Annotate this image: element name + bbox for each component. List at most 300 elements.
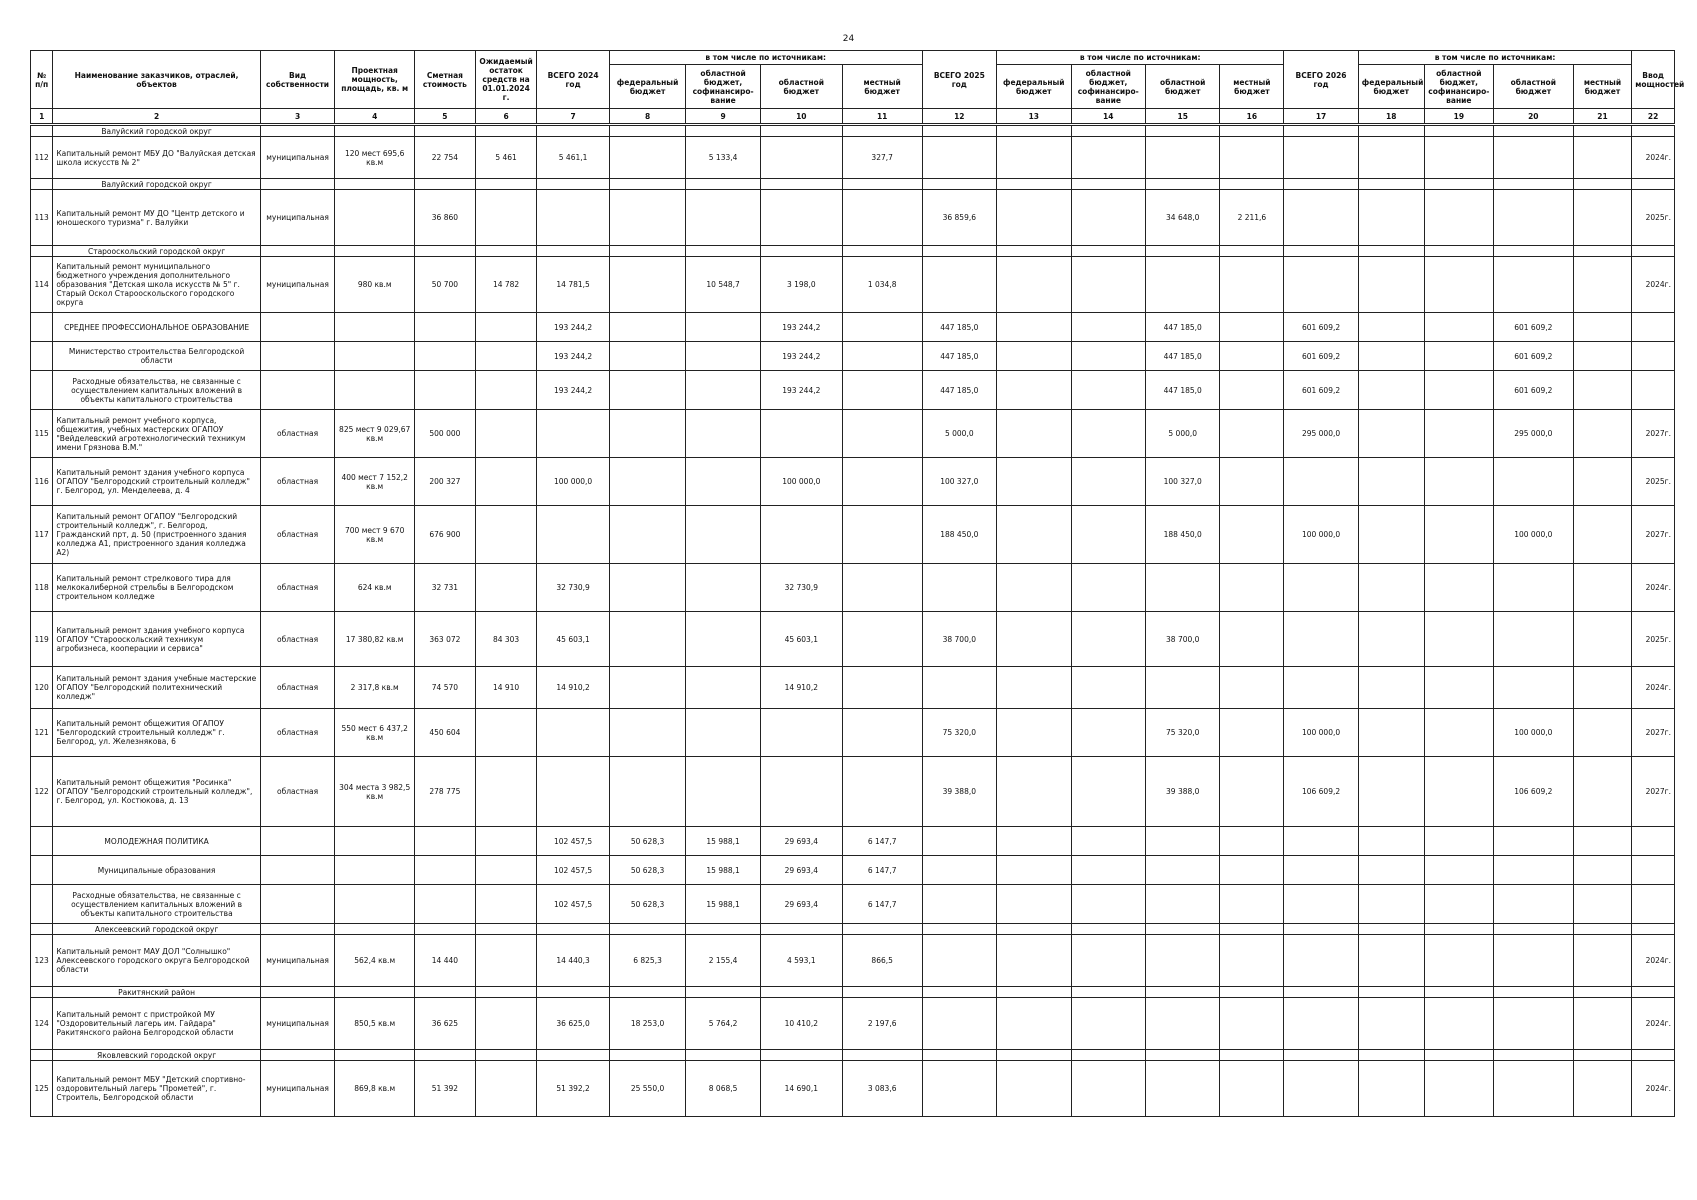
amount-cell [1424,190,1493,246]
row-number: 121 [31,709,53,757]
empty-cell [335,827,415,856]
row-number: 113 [31,190,53,246]
amount-cell [1573,1061,1632,1117]
commission-year: 2024г. [1632,257,1675,313]
empty-cell [686,125,760,137]
column-number: 3 [260,109,334,125]
row-number: 119 [31,612,53,667]
header-ownership: Вид собственности [260,51,334,109]
amount-cell [1284,612,1358,667]
remainder-cell: 14 910 [475,667,537,709]
empty-cell [842,987,922,998]
object-name: Капитальный ремонт учебного корпуса, общежития, учебных мастерских ОГАПОУ "Вейделевский агротехнологический техникум имени Грязнова В.М." [53,410,260,458]
empty-cell [31,179,53,190]
amount-cell: 102 457,5 [537,827,609,856]
amount-cell [686,458,760,506]
empty-cell [686,924,760,935]
amount-cell [997,137,1071,179]
amount-cell: 2 155,4 [686,935,760,987]
empty-cell [1145,125,1219,137]
amount-cell [922,137,996,179]
column-number: 14 [1071,109,1145,125]
amount-cell [842,564,922,612]
amount-cell [609,137,686,179]
amount-cell [1220,564,1284,612]
amount-cell [537,190,609,246]
amount-cell [1358,342,1424,371]
amount-cell: 50 628,3 [609,885,686,924]
empty-cell [997,246,1071,257]
amount-cell [922,1061,996,1117]
table-row [31,564,1675,612]
column-number: 22 [1632,109,1675,125]
empty-cell [1358,924,1424,935]
empty-cell [609,1050,686,1061]
empty-cell [335,342,415,371]
ownership-cell: областная [260,564,334,612]
amount-cell [1145,856,1219,885]
amount-cell [1220,458,1284,506]
empty-cell [31,371,53,410]
section-row [31,342,1675,371]
table-row [31,137,1675,179]
amount-cell [1358,458,1424,506]
amount-cell [842,458,922,506]
empty-cell [1493,1050,1573,1061]
empty-cell [475,179,537,190]
amount-cell: 601 609,2 [1493,313,1573,342]
column-number: 10 [760,109,842,125]
empty-cell [1358,179,1424,190]
amount-cell [842,709,922,757]
amount-cell [1424,371,1493,410]
empty-cell [1424,987,1493,998]
amount-cell [1358,564,1424,612]
region-name: Валуйский городской округ [53,125,260,137]
empty-cell [1632,371,1675,410]
column-number: 12 [922,109,996,125]
ownership-cell: областная [260,709,334,757]
amount-cell: 14 440,3 [537,935,609,987]
amount-cell [1493,885,1573,924]
amount-cell [1071,313,1145,342]
empty-cell [1071,125,1145,137]
amount-cell [922,564,996,612]
amount-cell: 5 000,0 [922,410,996,458]
column-number-row [31,109,1675,125]
empty-cell [1632,987,1675,998]
amount-cell [1071,856,1145,885]
object-name: Капитальный ремонт здания учебного корпуса ОГАПОУ "Старооскольский техникум агробизнеса, кооперации и сервиса" [53,612,260,667]
empty-cell [1632,827,1675,856]
amount-cell [1424,257,1493,313]
amount-cell [922,827,996,856]
column-number: 21 [1573,109,1632,125]
ownership-cell: муниципальная [260,1061,334,1117]
amount-cell: 5 000,0 [1145,410,1219,458]
amount-cell [1424,612,1493,667]
column-number: 7 [537,109,609,125]
header-sources-2024: в том числе по источникам: [609,51,922,65]
amount-cell: 447 185,0 [1145,313,1219,342]
amount-cell [1424,1061,1493,1117]
header-total-2025: ВСЕГО 2025 год [922,51,996,109]
amount-cell: 601 609,2 [1284,342,1358,371]
column-number: 6 [475,109,537,125]
amount-cell: 15 988,1 [686,885,760,924]
commission-year: 2025г. [1632,612,1675,667]
empty-cell [475,125,537,137]
empty-cell [1284,1050,1358,1061]
header-total-2024: ВСЕГО 2024 год [537,51,609,109]
region-row [31,987,1675,998]
amount-cell [1358,506,1424,564]
amount-cell [609,667,686,709]
empty-cell [760,246,842,257]
amount-cell [1424,885,1493,924]
amount-cell: 193 244,2 [760,342,842,371]
empty-cell [537,1050,609,1061]
commission-year: 2024г. [1632,935,1675,987]
column-number: 17 [1284,109,1358,125]
amount-cell [922,885,996,924]
amount-cell [842,342,922,371]
amount-cell [842,313,922,342]
amount-cell [997,935,1071,987]
empty-cell [415,856,476,885]
amount-cell [1284,564,1358,612]
empty-cell [537,179,609,190]
empty-cell [686,179,760,190]
section-name: Министерство строительства Белгородской области [53,342,260,371]
empty-cell [1632,856,1675,885]
amount-cell [1220,342,1284,371]
amount-cell [1071,667,1145,709]
amount-cell: 34 648,0 [1145,190,1219,246]
amount-cell [1220,371,1284,410]
amount-cell: 6 825,3 [609,935,686,987]
amount-cell: 188 450,0 [1145,506,1219,564]
empty-cell [1145,987,1219,998]
remainder-cell [475,935,537,987]
amount-cell [1424,342,1493,371]
amount-cell [1424,709,1493,757]
empty-cell [335,371,415,410]
row-number: 115 [31,410,53,458]
amount-cell: 4 593,1 [760,935,842,987]
section-name: Расходные обязательства, не связанные с осуществлением капитальных вложений в объекты капитального строительства [53,371,260,410]
amount-cell: 5 764,2 [686,998,760,1050]
table-row [31,612,1675,667]
amount-cell: 50 628,3 [609,827,686,856]
commission-year: 2025г. [1632,458,1675,506]
amount-cell [1573,506,1632,564]
amount-cell [1284,458,1358,506]
amount-cell: 14 910,2 [537,667,609,709]
amount-cell [686,564,760,612]
amount-cell: 3 198,0 [760,257,842,313]
empty-cell [537,246,609,257]
empty-cell [760,924,842,935]
amount-cell [686,190,760,246]
amount-cell [1424,827,1493,856]
amount-cell [609,371,686,410]
amount-cell [1424,757,1493,827]
amount-cell [686,709,760,757]
empty-cell [1424,1050,1493,1061]
amount-cell: 75 320,0 [1145,709,1219,757]
region-name: Ракитянский район [53,987,260,998]
amount-cell [1573,709,1632,757]
column-number: 19 [1424,109,1493,125]
remainder-cell: 14 782 [475,257,537,313]
amount-cell [1284,885,1358,924]
object-name: Капитальный ремонт здания учебного корпуса ОГАПОУ "Белгородский строительный колледж" г. Белгород, ул. Менделеева, д. 4 [53,458,260,506]
empty-cell [1632,125,1675,137]
amount-cell [1358,856,1424,885]
commission-year: 2025г. [1632,190,1675,246]
amount-cell: 45 603,1 [537,612,609,667]
amount-cell: 14 690,1 [760,1061,842,1117]
header-total-2026: ВСЕГО 2026 год [1284,51,1358,109]
empty-cell [609,179,686,190]
section-name: МОЛОДЕЖНАЯ ПОЛИТИКА [53,827,260,856]
empty-cell [1632,342,1675,371]
section-row [31,313,1675,342]
capacity-cell: 624 кв.м [335,564,415,612]
empty-cell [686,246,760,257]
amount-cell: 601 609,2 [1493,371,1573,410]
header-regional-2025: областной бюджет [1145,65,1219,109]
empty-cell [922,1050,996,1061]
amount-cell: 5 133,4 [686,137,760,179]
amount-cell [1424,935,1493,987]
commission-year: 2024г. [1632,1061,1675,1117]
amount-cell [1424,856,1493,885]
amount-cell [1220,612,1284,667]
amount-cell [609,313,686,342]
amount-cell: 447 185,0 [1145,342,1219,371]
section-name: Расходные обязательства, не связанные с осуществлением капитальных вложений в объекты капитального строительства [53,885,260,924]
amount-cell [1493,827,1573,856]
header-no: № п/п [31,51,53,109]
amount-cell [1220,885,1284,924]
amount-cell [922,257,996,313]
header-remainder: Ожидаемый остаток средств на 01.01.2024 г. [475,51,537,109]
empty-cell [1220,246,1284,257]
empty-cell [475,827,537,856]
empty-cell [1358,125,1424,137]
amount-cell [842,190,922,246]
amount-cell [1493,458,1573,506]
amount-cell [1071,612,1145,667]
header-regional-2026: областной бюджет [1493,65,1573,109]
empty-cell [31,313,53,342]
amount-cell [1573,667,1632,709]
empty-cell [335,885,415,924]
region-name: Алексеевский городской округ [53,924,260,935]
estimate-cell: 36 860 [415,190,476,246]
amount-cell [922,856,996,885]
ownership-cell: областная [260,667,334,709]
capacity-cell: 869,8 кв.м [335,1061,415,1117]
amount-cell [1493,190,1573,246]
empty-cell [686,1050,760,1061]
amount-cell: 29 693,4 [760,827,842,856]
empty-cell [1220,924,1284,935]
amount-cell: 36 625,0 [537,998,609,1050]
section-name: СРЕДНЕЕ ПРОФЕССИОНАЛЬНОЕ ОБРАЗОВАНИЕ [53,313,260,342]
empty-cell [1424,246,1493,257]
header-local-2024: местный бюджет [842,65,922,109]
region-row [31,1050,1675,1061]
commission-year: 2024г. [1632,137,1675,179]
header-federal-2025: федеральный бюджет [997,65,1071,109]
capacity-cell: 400 мест 7 152,2 кв.м [335,458,415,506]
amount-cell: 1 034,8 [842,257,922,313]
empty-cell [415,885,476,924]
empty-cell [842,179,922,190]
amount-cell: 193 244,2 [537,313,609,342]
amount-cell [997,342,1071,371]
empty-cell [1220,179,1284,190]
empty-cell [997,924,1071,935]
remainder-cell [475,1061,537,1117]
amount-cell [1284,190,1358,246]
amount-cell [997,410,1071,458]
amount-cell: 100 000,0 [760,458,842,506]
amount-cell [1573,458,1632,506]
amount-cell [686,612,760,667]
amount-cell [760,506,842,564]
amount-cell [760,190,842,246]
header-federal-2024: федеральный бюджет [609,65,686,109]
amount-cell: 102 457,5 [537,856,609,885]
section-row [31,856,1675,885]
amount-cell [1493,564,1573,612]
section-row [31,371,1675,410]
amount-cell [1220,935,1284,987]
header-commission: Ввод мощностей [1632,51,1675,109]
object-name: Капитальный ремонт МАУ ДОЛ "Солнышко" Алексеевского городского округа Белгородской области [53,935,260,987]
amount-cell [1424,564,1493,612]
column-number: 9 [686,109,760,125]
empty-cell [1632,313,1675,342]
amount-cell [1573,757,1632,827]
amount-cell [537,709,609,757]
empty-cell [415,179,476,190]
amount-cell [1145,257,1219,313]
amount-cell [1284,827,1358,856]
amount-cell [1573,257,1632,313]
object-name: Капитальный ремонт МБУ "Детский спортивно-оздоровительный лагерь "Прометей", г. Строитель, Белгородской области [53,1061,260,1117]
empty-cell [1493,179,1573,190]
empty-cell [1071,1050,1145,1061]
empty-cell [260,125,334,137]
empty-cell [415,987,476,998]
capacity-cell: 825 мест 9 029,67 кв.м [335,410,415,458]
amount-cell [1358,709,1424,757]
empty-cell [31,856,53,885]
amount-cell: 14 910,2 [760,667,842,709]
capacity-cell: 980 кв.м [335,257,415,313]
empty-cell [537,987,609,998]
amount-cell: 601 609,2 [1284,313,1358,342]
amount-cell [1358,757,1424,827]
commission-year: 2027г. [1632,709,1675,757]
row-number: 123 [31,935,53,987]
table-row [31,998,1675,1050]
amount-cell [760,410,842,458]
amount-cell [1358,998,1424,1050]
empty-cell [1424,179,1493,190]
amount-cell [1071,564,1145,612]
empty-cell [922,246,996,257]
empty-cell [335,856,415,885]
amount-cell [997,564,1071,612]
header-local-2025: местный бюджет [1220,65,1284,109]
empty-cell [415,313,476,342]
amount-cell [1284,935,1358,987]
amount-cell [1573,885,1632,924]
amount-cell: 38 700,0 [1145,612,1219,667]
amount-cell: 188 450,0 [922,506,996,564]
capacity-cell: 700 мест 9 670 кв.м [335,506,415,564]
amount-cell: 38 700,0 [922,612,996,667]
header-sources-2026: в том числе по источникам: [1358,51,1631,65]
empty-cell [1493,924,1573,935]
amount-cell [1220,856,1284,885]
amount-cell [1071,998,1145,1050]
object-name: Капитальный ремонт МУ ДО "Центр детского и юношеского туризма" г. Валуйки [53,190,260,246]
empty-cell [842,125,922,137]
region-name: Яковлевский городской округ [53,1050,260,1061]
empty-cell [415,924,476,935]
empty-cell [1220,1050,1284,1061]
empty-cell [1358,246,1424,257]
object-name: Капитальный ремонт здания учебные мастерские ОГАПОУ "Белгородский политехнический колледж" [53,667,260,709]
capacity-cell: 850,5 кв.м [335,998,415,1050]
estimate-cell: 200 327 [415,458,476,506]
amount-cell [1493,137,1573,179]
empty-cell [537,125,609,137]
empty-cell [31,885,53,924]
remainder-cell [475,458,537,506]
empty-cell [1632,179,1675,190]
header-cofin-2026: областной бюджет, софинансиро-вание [1424,65,1493,109]
row-number: 114 [31,257,53,313]
empty-cell [31,924,53,935]
empty-cell [1284,125,1358,137]
amount-cell [1358,313,1424,342]
amount-cell [997,371,1071,410]
amount-cell [1145,137,1219,179]
object-name: Капитальный ремонт с пристройкой МУ "Оздоровительный лагерь им. Гайдара" Ракитянского района Белгородской области [53,998,260,1050]
amount-cell: 2 197,6 [842,998,922,1050]
amount-cell: 295 000,0 [1284,410,1358,458]
table-row [31,709,1675,757]
estimate-cell: 676 900 [415,506,476,564]
amount-cell [1220,313,1284,342]
amount-cell: 447 185,0 [1145,371,1219,410]
amount-cell [997,506,1071,564]
empty-cell [609,987,686,998]
remainder-cell: 5 461 [475,137,537,179]
amount-cell [1145,885,1219,924]
header-regional-2024: областной бюджет [760,65,842,109]
amount-cell: 39 388,0 [1145,757,1219,827]
amount-cell: 102 457,5 [537,885,609,924]
